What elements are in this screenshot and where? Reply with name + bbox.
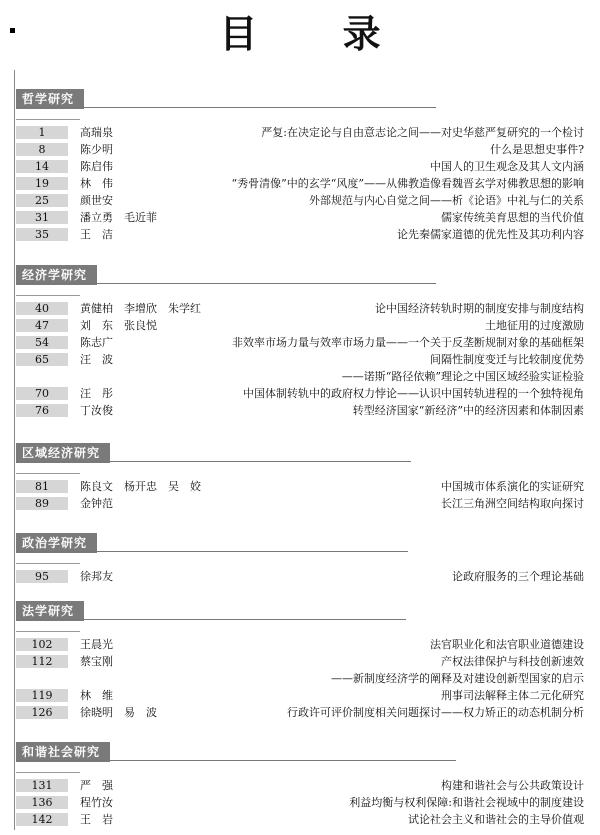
toc-entry[interactable] xyxy=(16,653,600,670)
article-title: 外部规范与内心自觉之间——析《论语》中礼与仁的关系 xyxy=(309,194,584,207)
author-names: 陈启伟 xyxy=(80,160,113,173)
toc-entry-subtitle[interactable] xyxy=(16,670,600,687)
page-title: 目 录 xyxy=(219,12,417,56)
entries-rule xyxy=(16,119,80,120)
toc-entry[interactable] xyxy=(16,175,600,192)
toc-section xyxy=(16,532,600,583)
article-title: 刑事司法解释主体二元化研究 xyxy=(441,689,584,702)
article-title: 长江三角洲空间结构取向探讨 xyxy=(441,497,584,510)
article-title: 严复:在决定论与自由意志论之间——对史华慈严复研究的一个检讨 xyxy=(261,126,584,139)
author-names: 黄健柏 李增欣 朱学红 xyxy=(80,302,201,315)
entries-rule xyxy=(16,295,80,296)
toc-entry[interactable] xyxy=(16,811,600,828)
article-title: 试论社会主义和谐社会的主导价值观 xyxy=(408,813,584,826)
entries-rule xyxy=(16,563,80,564)
section-heading: 和谐社会研究 xyxy=(16,742,110,762)
toc-entry[interactable] xyxy=(16,794,600,811)
article-title: 中国城市体系演化的实证研究 xyxy=(441,480,584,493)
entry-list xyxy=(16,777,600,828)
toc-entry[interactable] xyxy=(16,402,600,419)
article-title: 土地征用的过度激励 xyxy=(485,319,584,332)
author-names: 陈志广 xyxy=(80,336,113,349)
toc-entry[interactable] xyxy=(16,124,600,141)
author-names: 程竹汝 xyxy=(80,796,113,809)
toc-section xyxy=(16,600,600,719)
article-title: 间隔性制度变迁与比较制度优势 xyxy=(430,353,584,366)
article-title: 论先秦儒家道德的优先性及其功利内容 xyxy=(397,228,584,241)
page-number: 81 xyxy=(35,480,49,493)
author-names: 丁汝俊 xyxy=(80,404,113,417)
author-names: 王 岩 xyxy=(80,813,113,826)
section-rule xyxy=(16,107,436,108)
page-number: 136 xyxy=(31,796,53,809)
article-title: 利益均衡与权利保障:和谐社会视域中的制度建设 xyxy=(349,796,584,809)
article-title: 中国体制转轨中的政府权力悖论——认识中国转轨进程的一个独特视角 xyxy=(243,387,584,400)
section-heading: 政治学研究 xyxy=(16,533,97,553)
page-number: 47 xyxy=(35,319,49,332)
section-rule xyxy=(16,461,411,462)
article-title: 儒家传统美育思想的当代价值 xyxy=(441,211,584,224)
section-rule xyxy=(16,551,408,552)
article-title: 论中国经济转轨时期的制度安排与制度结构 xyxy=(375,302,584,315)
author-names: 潘立勇 毛近菲 xyxy=(80,211,157,224)
toc-entry[interactable] xyxy=(16,158,600,175)
page-number: 8 xyxy=(38,143,46,156)
page-number: 31 xyxy=(35,211,49,224)
article-title: 构建和谐社会与公共政策设计 xyxy=(441,779,584,792)
toc-section xyxy=(16,264,600,417)
toc-section xyxy=(16,741,600,826)
page-number: 76 xyxy=(35,404,49,417)
section-rule xyxy=(16,619,406,620)
page-number: 131 xyxy=(31,779,53,792)
entries-rule xyxy=(16,772,80,773)
toc-section xyxy=(16,88,600,241)
article-title: 行政许可评价制度相关问题探讨——权力矫正的动态机制分析 xyxy=(287,706,584,719)
author-names: 蔡宝刚 xyxy=(80,655,113,668)
author-names: 王 洁 xyxy=(80,228,113,241)
author-names: 严 强 xyxy=(80,779,113,792)
author-names: 颜世安 xyxy=(80,194,113,207)
author-names: 陈良文 杨开忠 吴 姣 xyxy=(80,480,201,493)
toc-entry[interactable] xyxy=(16,478,600,495)
section-heading: 哲学研究 xyxy=(16,89,84,109)
toc-entry[interactable] xyxy=(16,209,600,226)
section-rule xyxy=(16,283,436,284)
entry-list xyxy=(16,124,600,243)
page-number: 25 xyxy=(35,194,49,207)
toc-entry[interactable] xyxy=(16,495,600,512)
author-names: 林 伟 xyxy=(80,177,113,190)
page-number: 70 xyxy=(35,387,49,400)
toc-entry[interactable] xyxy=(16,192,600,209)
article-title: 中国人的卫生观念及其人文内涵 xyxy=(430,160,584,173)
article-title: 非效率市场力量与效率市场力量——一个关于反垄断规制对象的基础框架 xyxy=(232,336,584,349)
page-number: 119 xyxy=(31,689,53,702)
entries-rule xyxy=(16,473,80,474)
page-number: 14 xyxy=(35,160,49,173)
section-rule xyxy=(16,760,456,761)
section-heading: 经济学研究 xyxy=(16,265,97,285)
article-title: ——新制度经济学的阐释及对建设创新型国家的启示 xyxy=(331,672,584,685)
page-number: 40 xyxy=(35,302,49,315)
toc-entry[interactable] xyxy=(16,704,600,721)
entry-list xyxy=(16,636,600,721)
author-names: 汪 彤 xyxy=(80,387,113,400)
toc-entry[interactable] xyxy=(16,687,600,704)
page-number: 35 xyxy=(35,228,49,241)
author-names: 刘 东 张良悦 xyxy=(80,319,157,332)
page-number: 112 xyxy=(31,655,53,668)
toc-entry[interactable] xyxy=(16,568,600,585)
article-title: “秀骨清像”中的玄学“风度”——从佛教造像看魏晋玄学对佛教思想的影响 xyxy=(231,177,584,190)
article-title: 产权法律保护与科技创新速效 xyxy=(441,655,584,668)
toc-entry[interactable] xyxy=(16,334,600,351)
page-number: 65 xyxy=(35,353,49,366)
entry-list xyxy=(16,300,600,419)
entry-list xyxy=(16,478,600,512)
author-names: 金钟范 xyxy=(80,497,113,510)
page-number: 89 xyxy=(35,497,49,510)
author-names: 王晨光 xyxy=(80,638,113,651)
toc-entry[interactable] xyxy=(16,226,600,243)
article-title: ——诺斯“路径依赖”理论之中国区域经验实证检验 xyxy=(341,370,584,383)
section-heading: 区域经济研究 xyxy=(16,443,110,463)
toc-entry[interactable] xyxy=(16,777,600,794)
toc-entry[interactable] xyxy=(16,317,600,334)
page-number: 126 xyxy=(31,706,53,719)
entry-list xyxy=(16,568,600,585)
entries-rule xyxy=(16,631,80,632)
page-number: 19 xyxy=(35,177,49,190)
author-names: 林 维 xyxy=(80,689,113,702)
page-number: 1 xyxy=(38,126,46,139)
author-names: 陈少明 xyxy=(80,143,113,156)
article-title: 论政府服务的三个理论基础 xyxy=(452,570,584,583)
author-names: 汪 波 xyxy=(80,353,113,366)
margin-rule xyxy=(14,70,15,830)
toc-entry[interactable] xyxy=(16,300,600,317)
author-names: 高瑞泉 xyxy=(80,126,113,139)
page-number: 102 xyxy=(31,638,53,651)
page-number: 54 xyxy=(35,336,49,349)
page-number: 142 xyxy=(31,813,53,826)
author-names: 徐邦友 xyxy=(80,570,113,583)
author-names: 徐晓明 易 波 xyxy=(80,706,157,719)
toc-entry[interactable] xyxy=(16,385,600,402)
article-title: 转型经济国家“新经济”中的经济因素和体制因素 xyxy=(352,404,584,417)
toc-entry-subtitle[interactable] xyxy=(16,368,600,385)
article-title: 什么是思想史事件? xyxy=(490,143,584,156)
article-title: 法官职业化和法官职业道德建设 xyxy=(430,638,584,651)
toc-entry[interactable] xyxy=(16,141,600,158)
section-heading: 法学研究 xyxy=(16,601,84,621)
page-number: 95 xyxy=(35,570,49,583)
toc-entry[interactable] xyxy=(16,636,600,653)
toc-entry[interactable] xyxy=(16,351,600,368)
toc-section xyxy=(16,442,600,510)
